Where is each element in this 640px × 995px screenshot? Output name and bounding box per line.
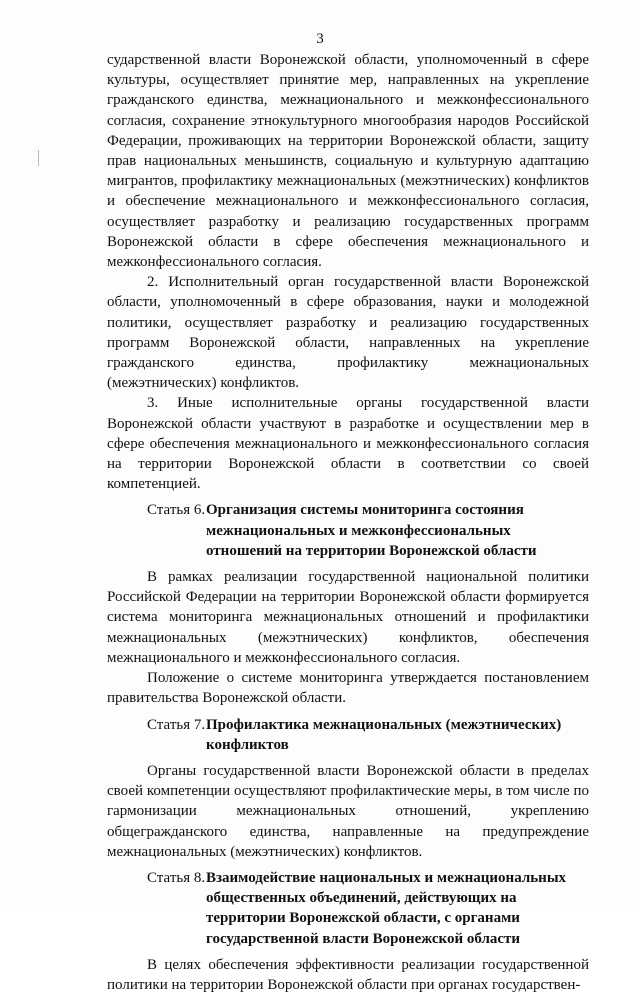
paragraph: 2. Исполнительный орган государственной власти Воронежской области, уполномоченный в сфере образования, науки и молодежной политики, осуществляет разработку и реализацию государственных программ Воронежской области, направленных на укрепление гражданского единства, профилактику межнациональных (межэтнических) конфликтов. [107, 274, 589, 392]
article-title: Взаимодействие национальных и межнациональных общественных объединений, действующих на территории Воронежской области, с органами государственной власти Воронежской области [206, 869, 567, 947]
article-label: Статья 8. [147, 869, 206, 886]
article-heading [107, 868, 589, 949]
paragraph: Положение о системе мониторинга утверждается постановлением правительства Воронежской области. [107, 670, 589, 707]
paragraph: 3. Иные исполнительные органы государственной власти Воронежской области участвуют в разработке и осуществлении мер в сфере обеспечения межнационального и межконфессионального согласия на территории Воронежской области в соответствии со своей компетенцией. [107, 395, 589, 493]
article-title: Профилактика межнациональных (межэтнических) конфликтов [206, 716, 562, 753]
article-title: Организация системы мониторинга состояния межнациональных и межконфессиональных отношений на территории Воронежской области [206, 502, 537, 559]
page-number: 3 [316, 31, 324, 47]
article-label: Статья 6. [147, 502, 206, 519]
margin-mark [38, 150, 39, 166]
paragraph: сударственной власти Воронежской области, уполномоченный в сфере культуры, осуществляет принятие мер, направленных на укрепление гражданского единства, межнационального и межконфессионального согласия, сохранение этнокультурного многообразия народов Российской Федерации, проживающих на территории Воронежской области, защиту прав национальных меньшинств, социальную и культурную адаптацию мигрантов, профилактику межнациональных (межэтнических) конфликтов и обеспечение межнационального и межконфессионального согласия, осуществляет разработку и реализацию государственных программ Воронежской области в сфере обеспечения межнационального и межконфессионального согласия. [107, 52, 589, 271]
article-label: Статья 7. [147, 716, 206, 733]
paragraph: В рамках реализации государственной национальной политики Российской Федерации на территории Воронежской области формируется система мониторинга межнациональных отношений и профилактики межнациональных (межэтнических) конфликтов, обеспечения межнационального и межконфессионального согласия. [107, 569, 589, 666]
paragraph: В целях обеспечения эффективности реализации государственной политики на территории Воронежской области при органах государствен- [107, 956, 589, 993]
paragraph: Органы государственной власти Воронежской области в пределах своей компетенции осуществляют профилактические меры, в том числе по гармонизации межнациональных отношений, укреплению общегражданского единства, направленные на предупреждение межнациональных (межэтнических) конфликтов. [107, 762, 589, 860]
article-heading [107, 500, 589, 561]
article-heading [107, 715, 589, 755]
page-body [107, 50, 589, 995]
